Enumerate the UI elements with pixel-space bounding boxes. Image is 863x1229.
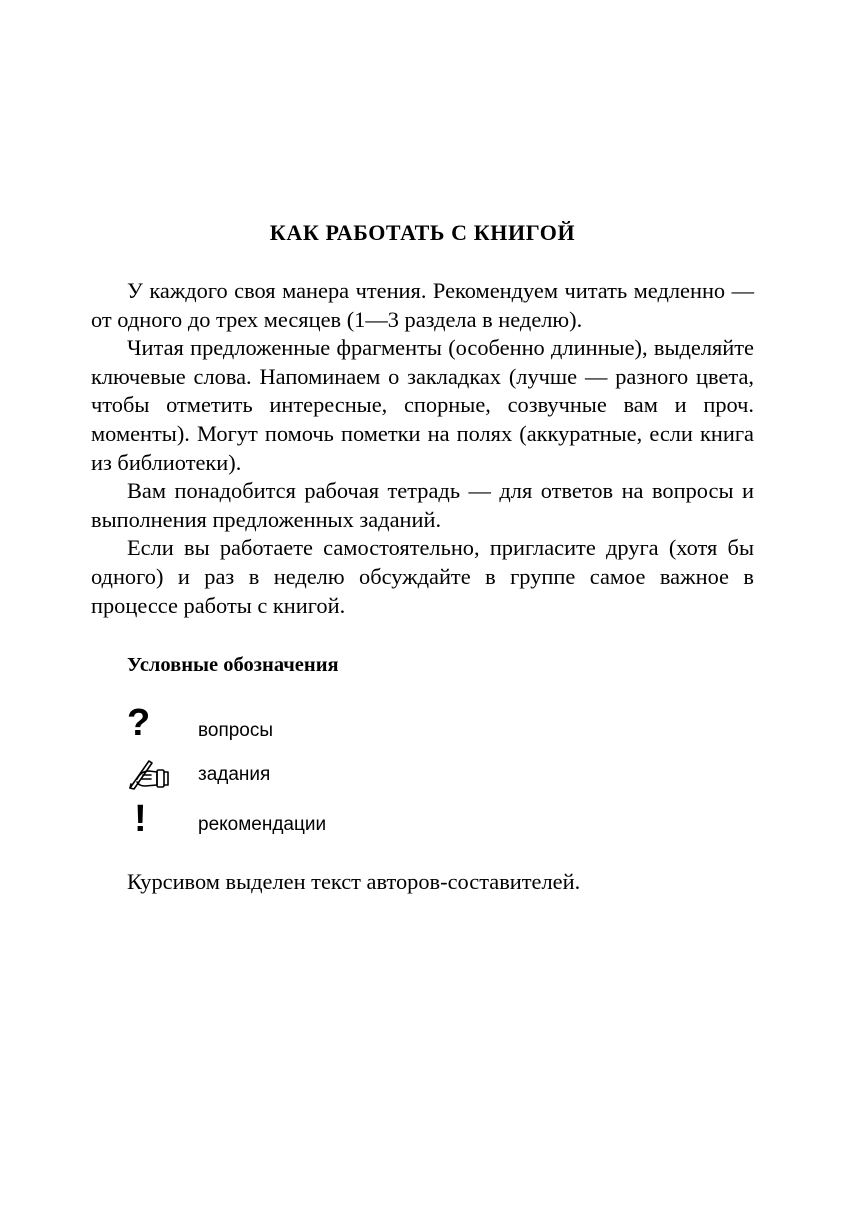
- writing-hand-svg: [127, 757, 171, 791]
- legend-label-tasks: задания: [198, 764, 271, 785]
- paragraph: У каждого своя манера чтения. Рекомендуем читать медленно — от одного до трех месяцев (1—3 раздела в неделю).: [91, 278, 754, 332]
- italic-note: Курсивом выделен текст авторов-составителей.: [127, 869, 581, 894]
- question-mark-icon: [127, 702, 175, 747]
- question-mark-glyph: ?: [127, 702, 151, 744]
- legend-item-tasks: [127, 755, 527, 795]
- body-text: [91, 277, 754, 620]
- legend-heading: Условные обозначения: [127, 654, 339, 676]
- legend-label-recommendations: рекомендации: [198, 814, 327, 835]
- exclamation-mark-glyph: !: [134, 798, 147, 840]
- page-title: КАК РАБОТАТЬ С КНИГОЙ: [269, 220, 576, 245]
- paragraph: Если вы работаете самостоятельно, пригласите друга (хотя бы одного) и раз в неделю обсуждайте в группе самое важное в процессе работы с книгой.: [91, 535, 754, 618]
- paragraph: Вам понадобится рабочая тетрадь — для ответов на вопросы и выполнения предложенных заданий.: [91, 478, 754, 532]
- writing-hand-icon: [127, 755, 175, 795]
- legend-item-questions: [127, 702, 527, 747]
- legend-item-recommendations: [127, 798, 527, 843]
- legend-label-questions: вопросы: [198, 720, 274, 741]
- exclamation-mark-icon: [127, 798, 175, 843]
- paragraph: Читая предложенные фрагменты (особенно длинные), выделяйте ключевые слова. Напоминаем о закладках (лучше — разного цвета, чтобы отметить интересные, спорные, созвучные вам и проч. моменты). Могут помочь пометки на полях (аккуратные, если книга из библиотеки).: [91, 335, 754, 475]
